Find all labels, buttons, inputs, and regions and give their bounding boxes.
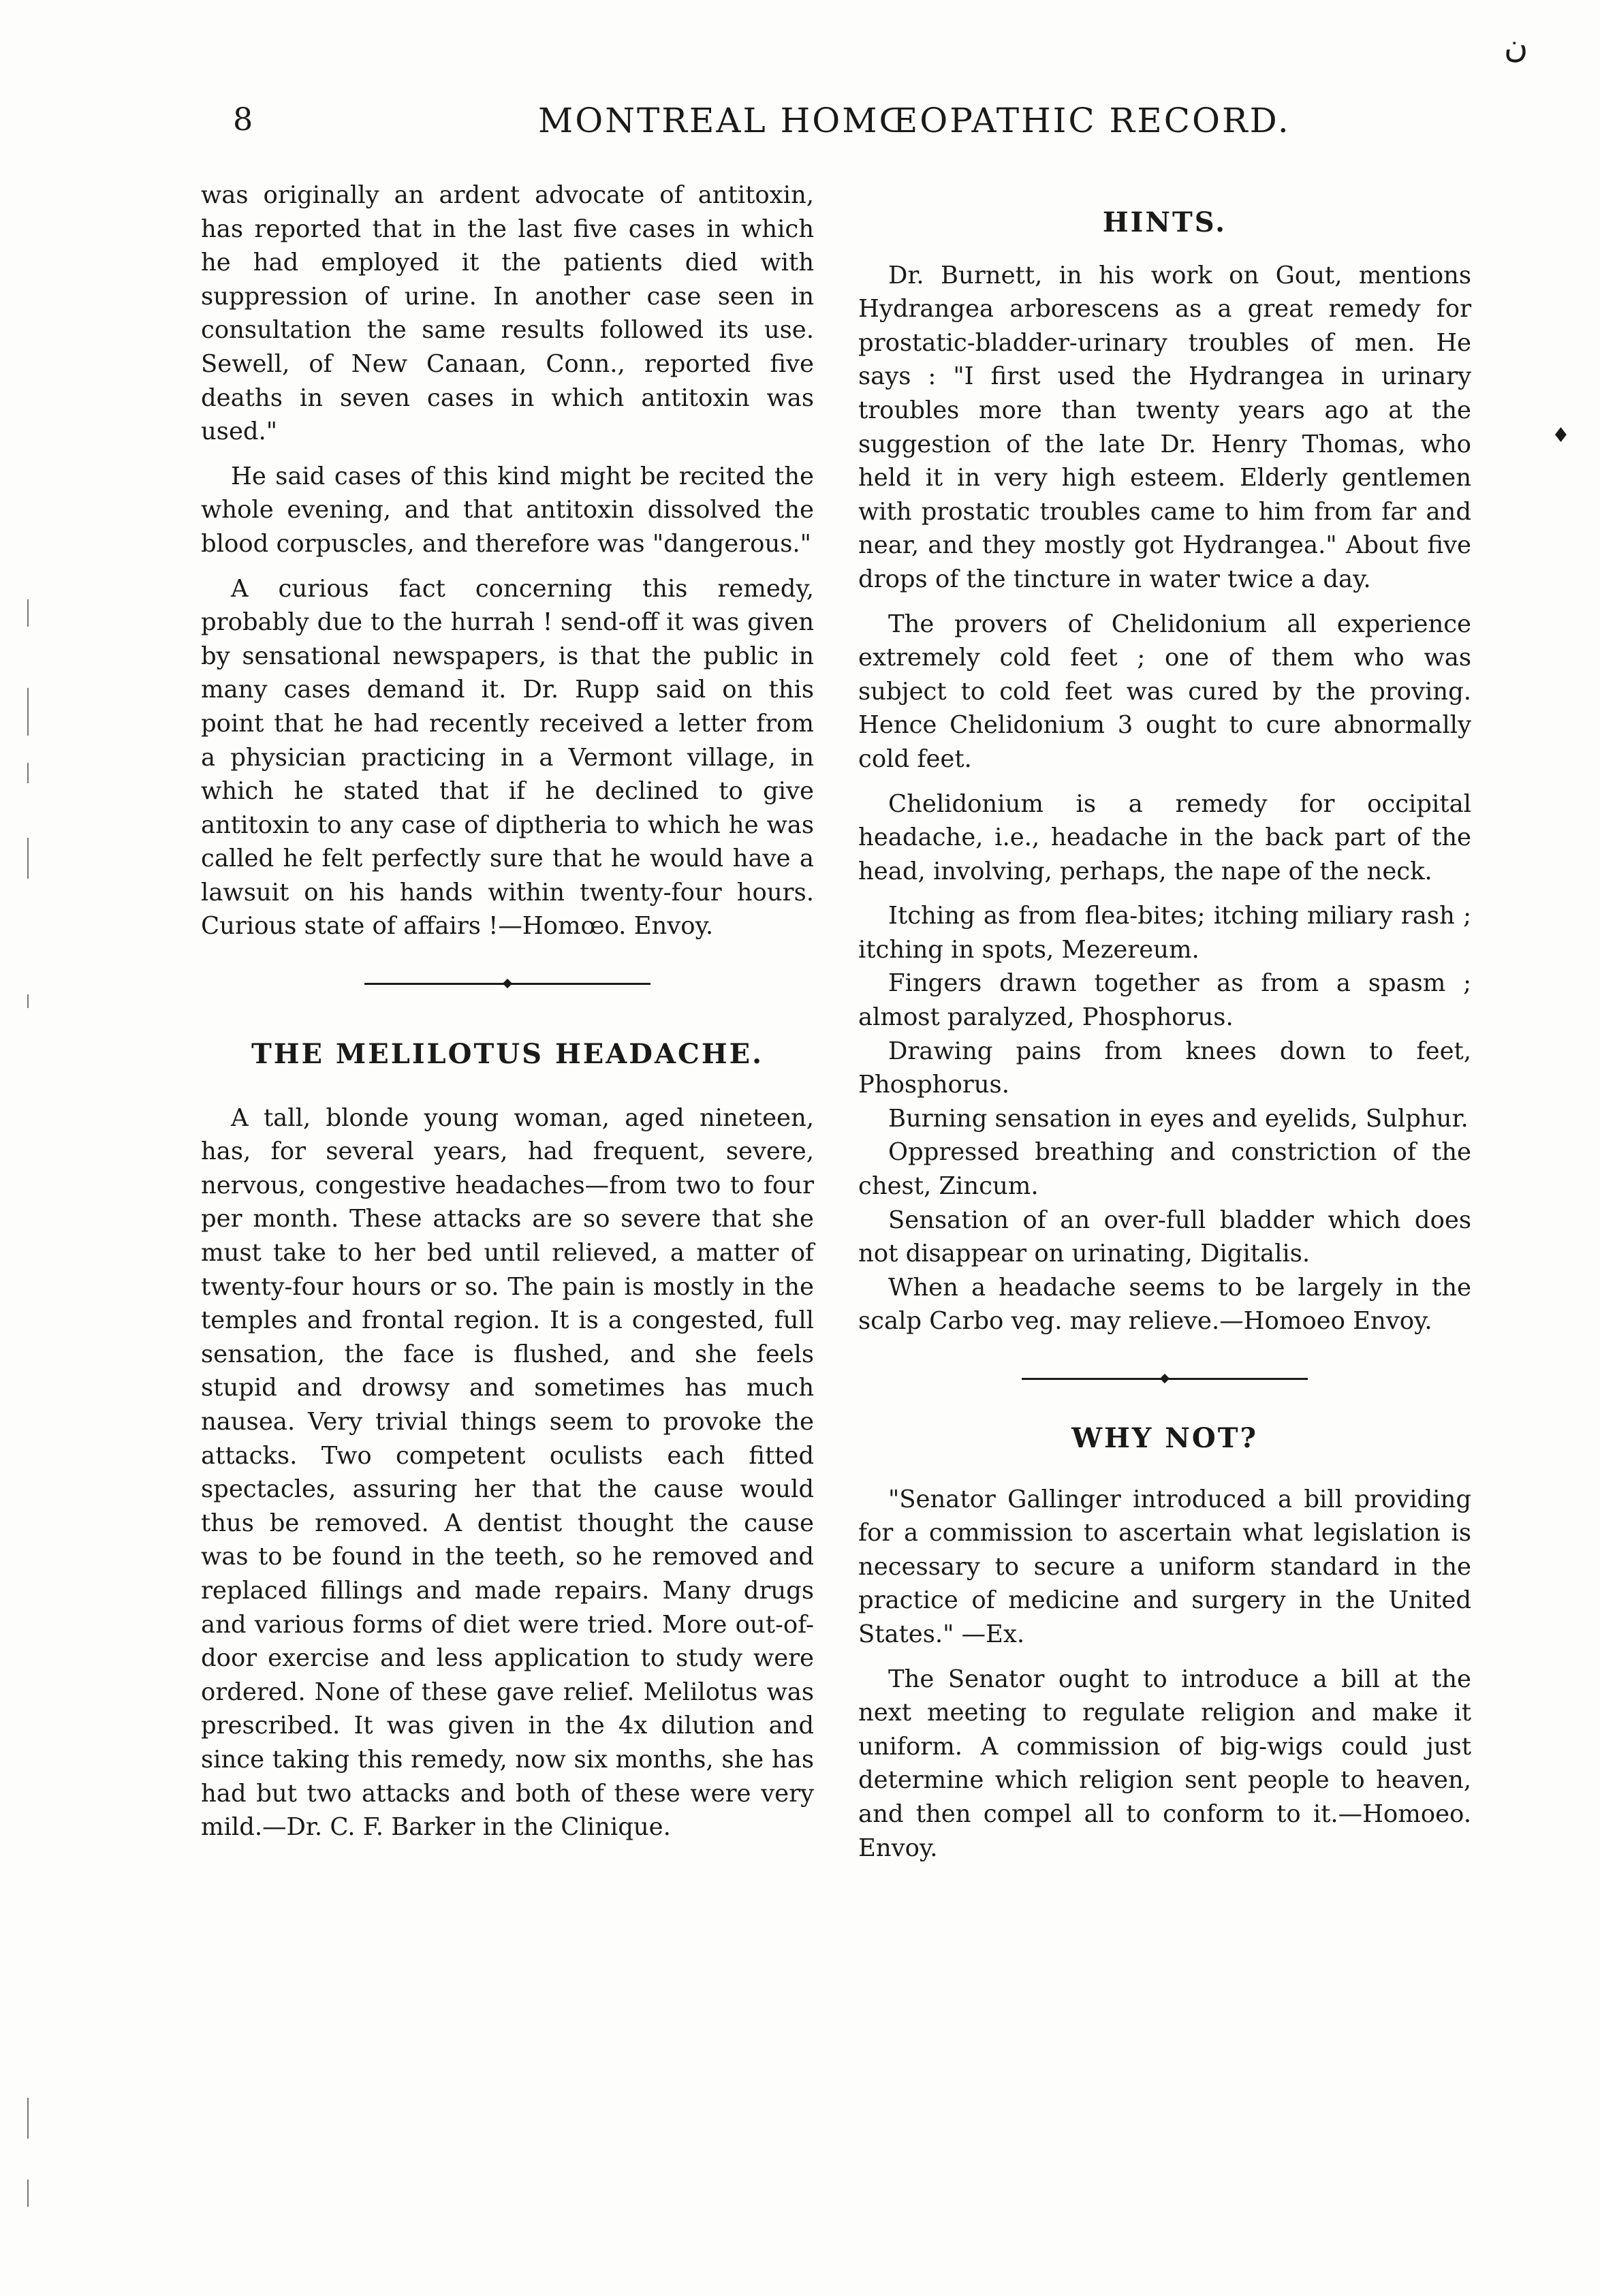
page-number: 8	[233, 101, 254, 138]
hint-item: Sensation of an over-full bladder which does not disappear on urinating, Digitalis.	[858, 1206, 1471, 1268]
section-divider	[1022, 1374, 1308, 1383]
hint-item: When a headache seems to be largely in the scalp Carbo veg. may relieve.—Homoeo Envoy.	[858, 1273, 1471, 1336]
paragraph: The Senator ought to introduce a bill at the next meeting to regulate religion and make it uniform. A commission of big-wigs could just determine which religion sent people to heaven, and then compel all to conform to it.—Homoeo. Envoy.	[858, 1665, 1471, 1862]
hint-item: Drawing pains from knees down to feet, Phosphorus.	[858, 1037, 1471, 1099]
section-heading-melilotus: THE MELILOTUS HEADACHE.	[251, 1038, 764, 1071]
right-column	[858, 178, 1471, 1876]
hint-paragraph: Dr. Burnett, in his work on Gout, mentions Hydrangea arborescens as a great remedy for prostatic-bladder-urinary troubles of men. He says : "I first used the Hydrangea in urinary troubles more than twenty years ago at the suggestion of the late Dr. Henry Thomas, who held it in very high esteem. Elderly gentlemen with prostatic troubles came to him from far and near, and they mostly got Hydrangea." About five drops of the tincture in water twice a day.	[858, 261, 1471, 593]
hint-item: Itching as from flea-bites; itching miliary rash ; itching in spots, Mezereum.	[858, 902, 1471, 964]
running-head-title: MONTREAL HOMŒOPATHIC RECORD.	[538, 101, 1291, 140]
left-margin-scan-marks	[20, 0, 48, 2296]
quote-paragraph: "Senator Gallinger introduced a bill providing for a commission to ascertain what legislation is necessary to secure a uniform standard in the practice of medicine and surgery in the United States." —Ex.	[858, 1485, 1471, 1648]
paragraph: He said cases of this kind might be recited the whole evening, and that antitoxin dissolved the blood corpuscles, and therefore was "dangerous."	[201, 462, 814, 558]
hint-paragraph: Chelidonium is a remedy for occipital headache, i.e., headache in the back part of the head, involving, perhaps, the nape of the neck.	[858, 789, 1471, 885]
hint-paragraph: The provers of Chelidonium all experience extremely cold feet ; one of them who was subject to cold feet was cured by the proving. Hence Chelidonium 3 ought to cure abnormally cold feet.	[858, 610, 1471, 773]
continued-paragraph: was originally an ardent advocate of antitoxin, has reported that in the last five cases in which he had employed it the patients died with suppression of urine. In another case seen in consultation the same results followed its use. Sewell, of New Canaan, Conn., reported five deaths in seven cases in which antitoxin was used."	[201, 181, 814, 446]
paragraph: A curious fact concerning this remedy, probably due to the hurrah ! send-off it was given by sensational newspapers, is that the public in many cases demand it. Dr. Rupp said on this point that he had recently received a letter from a physician practicing in a Vermont village, in which he stated that if he declined to give antitoxin to any case of diptheria to which he was called he felt perfectly sure that he would have a lawsuit on his hands within twenty-four hours. Curious state of affairs !—Homœo. Envoy.	[201, 574, 814, 941]
hint-item: Burning sensation in eyes and eyelids, Sulphur.	[888, 1104, 1469, 1133]
left-column	[201, 178, 814, 1855]
article-body: A tall, blonde young woman, aged nineteen, has, for several years, had frequent, severe, nervous, congestive headaches—from two to four per month. These attacks are so severe that she must take to her bed until relieved, a matter of twenty-four hours or so. The pain is mostly in the temples and frontal region. It is a congested, full sensation, the face is flushed, and she feels stupid and drowsy and sometimes has much nausea. Very trivial things seem to provoke the attacks. Two competent oculists each fitted spectacles, assuring her that the cause would thus be removed. A dentist thought the cause was to be found in the teeth, so he removed and replaced fillings and made repairs. Many drugs and various forms of diet were tried. More out-of-door exercise and less application to study were ordered. None of these gave relief. Melilotus was prescribed. It was given in the 4x dilution and since taking this remedy, now six months, she has had but two attacks and both of these were very mild.—Dr. C. F. Barker in the Clinique.	[201, 1103, 814, 1842]
section-heading-why-not: WHY NOT?	[1071, 1422, 1258, 1454]
section-divider	[364, 979, 650, 988]
margin-bullet-mark: ♦	[1552, 424, 1570, 447]
corner-handwritten-mark: ن	[1504, 27, 1528, 65]
section-heading-hints: HINTS.	[1102, 206, 1227, 238]
hint-item: Fingers drawn together as from a spasm ; almost paralyzed, Phosphorus.	[858, 969, 1471, 1032]
hint-item: Oppressed breathing and constriction of the chest, Zincum.	[858, 1138, 1471, 1201]
